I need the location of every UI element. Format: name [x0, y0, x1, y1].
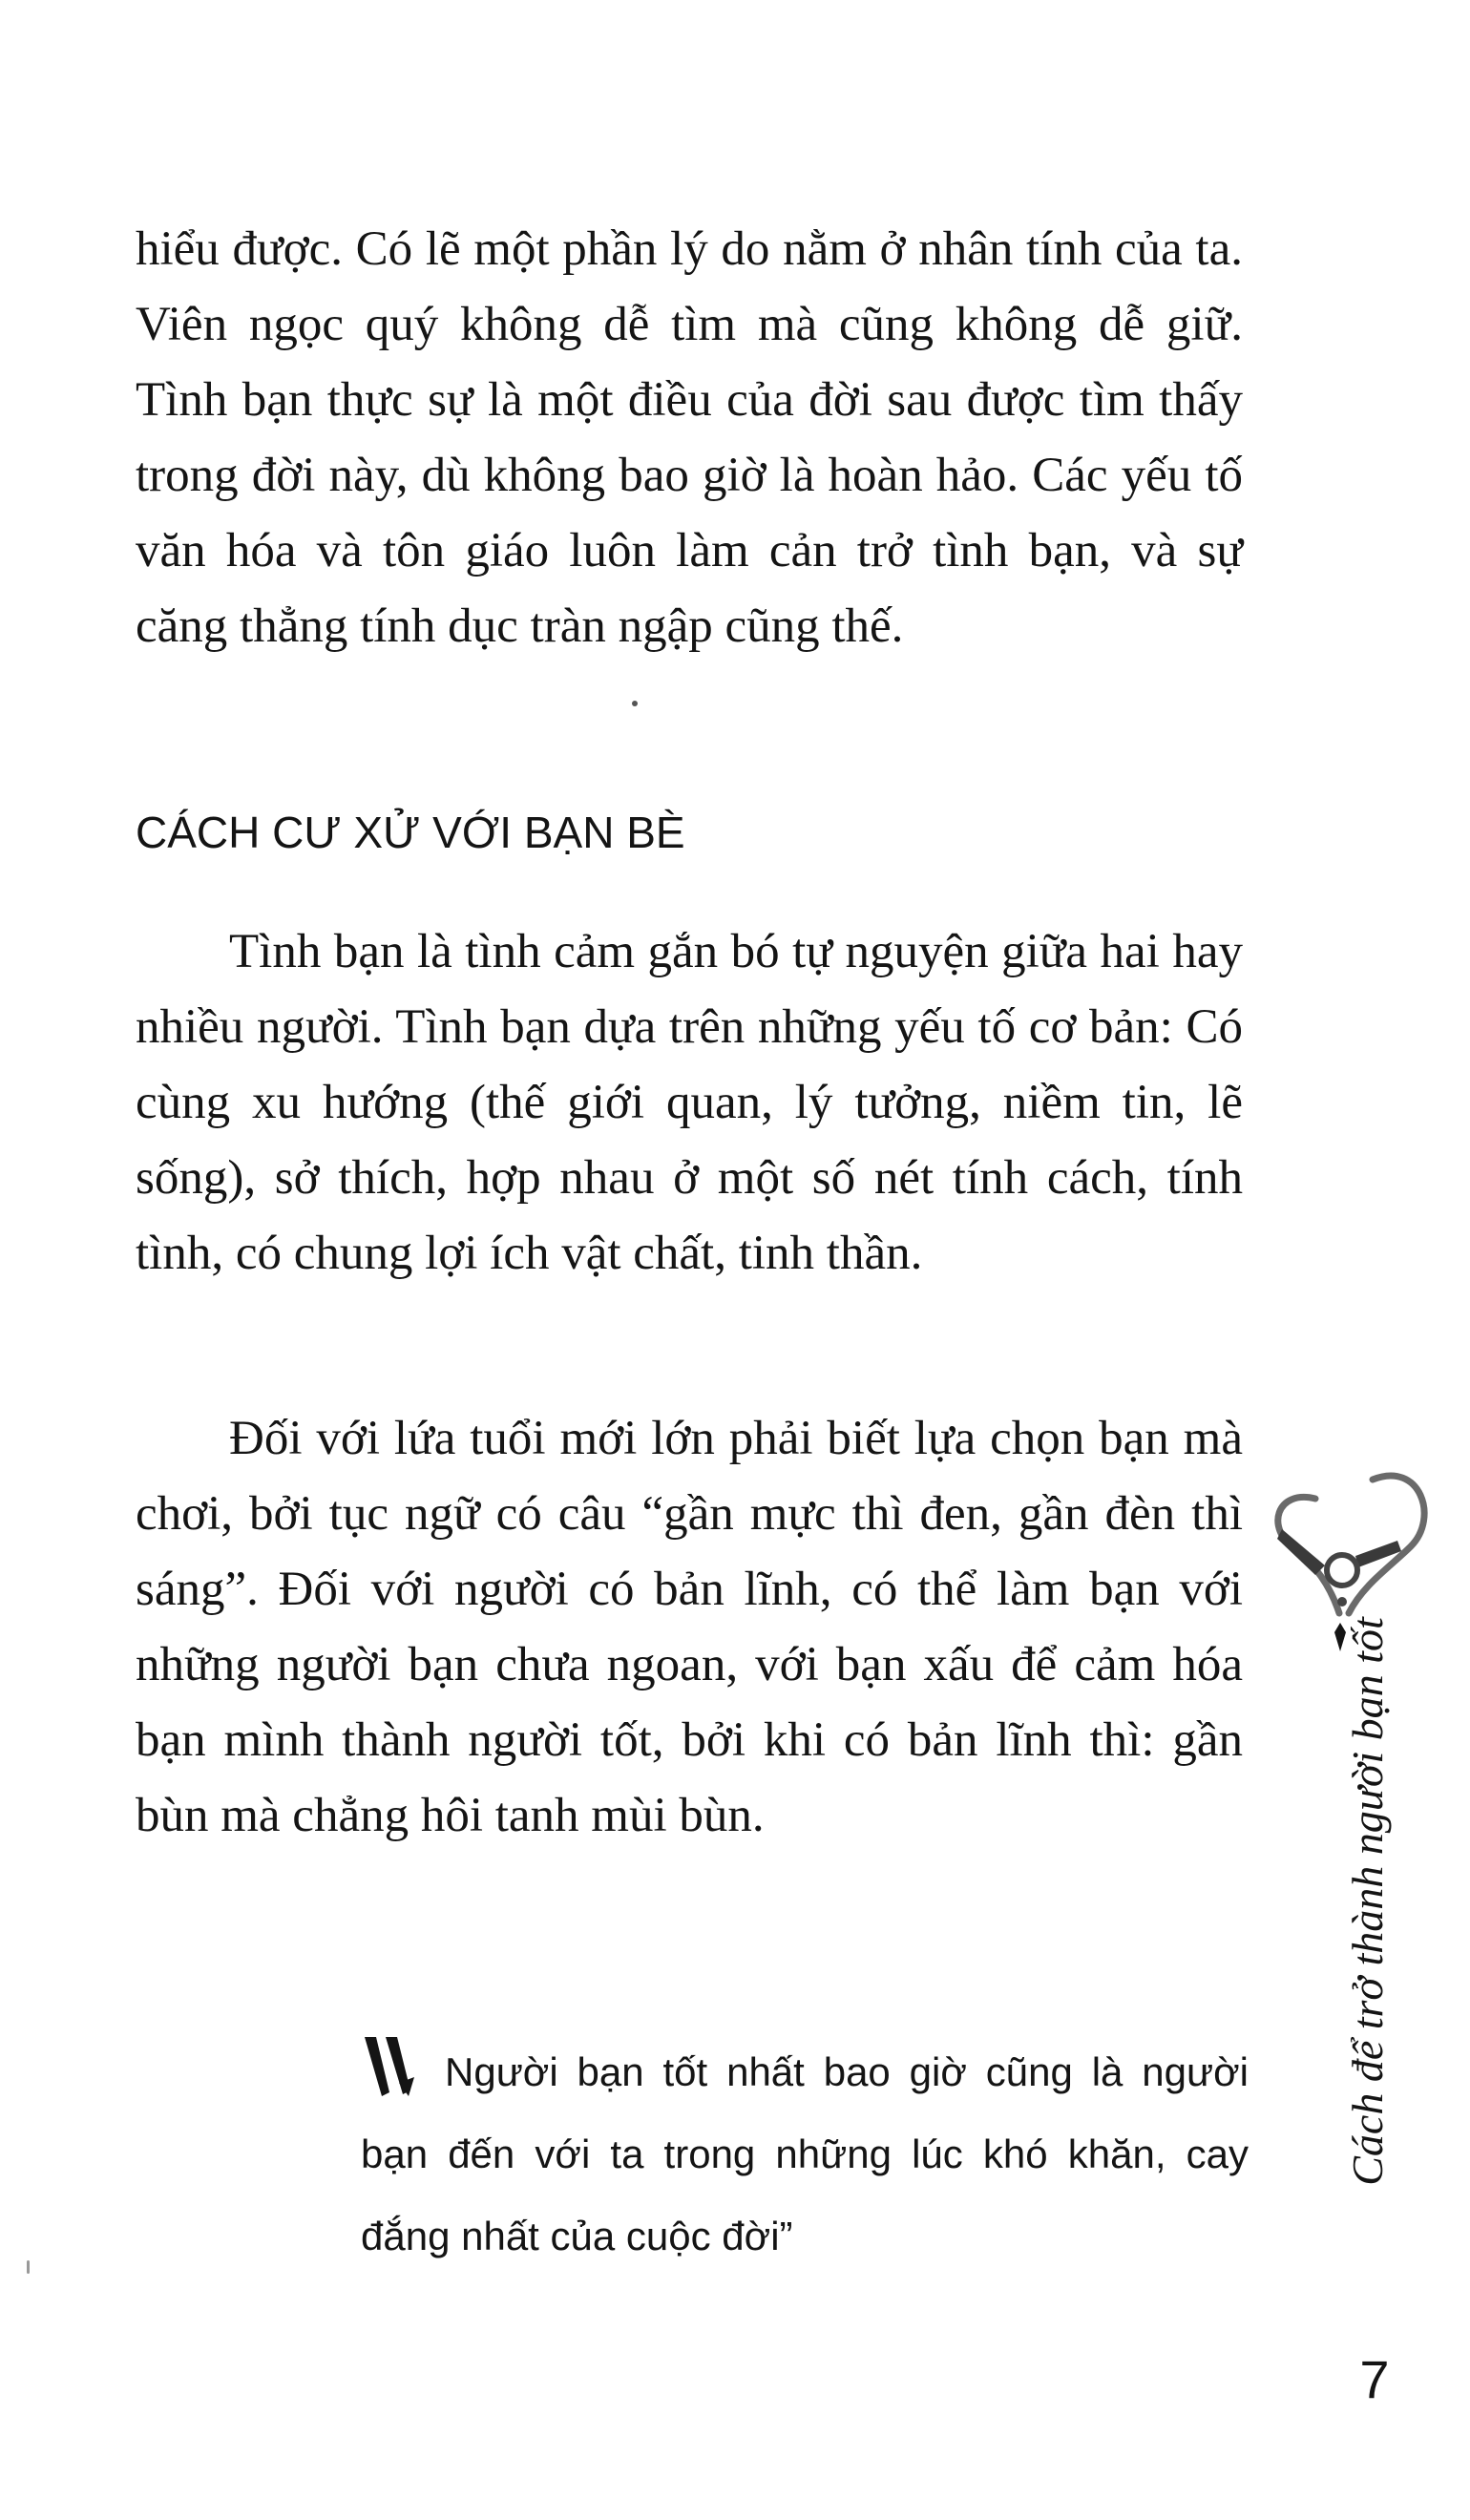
pull-quote: [361, 2031, 1249, 2278]
paragraph-text: hiểu được. Có lẽ một phần lý do nằm ở nhân tính của ta. Viên ngọc quý không dễ tìm mà cũng không dễ giữ. Tình bạn thực sự là một điều của đời sau được tìm thấy trong đời này, dù không bao giờ là hoàn hảo. Các yếu tố văn hóa và tôn giáo luôn làm cản trở tình bạn, và sự căng thẳng tính dục tràn ngập cũng thế.: [136, 222, 1243, 653]
body-paragraph-2: [136, 914, 1243, 1292]
paragraph-text: Đối với lứa tuổi mới lớn phải biết lựa chọn bạn mà chơi, bởi tục ngữ có câu “gần mực thì đen, gần đèn thì sáng”. Đối với người có bản lĩnh, có thể làm bạn với những người bạn chưa ngoan, với bạn xấu để cảm hóa bạn mình thành người tốt, bởi khi có bản lĩnh thì: gần bùn mà chẳng hôi tanh mùi bùn.: [136, 1412, 1243, 1842]
quote-text: Người bạn tốt nhất bao giờ cũng là người bạn đến với ta trong những lúc khó khăn, cay đắng nhất của cuộc đời”: [361, 2049, 1249, 2258]
paragraph-text: Tình bạn là tình cảm gắn bó tự nguyện giữa hai hay nhiều người. Tình bạn dựa trên những yếu tố cơ bản: Có cùng xu hướng (thế giới quan, lý tưởng, niềm tin, lẽ sống), sở thích, hợp nhau ở một số nét tính cách, tính tình, có chung lợi ích vật chất, tinh thần.: [136, 925, 1243, 1280]
page-number: 7: [1359, 2349, 1390, 2409]
running-head: [1325, 1481, 1411, 2321]
quote-mark-icon: [361, 2033, 428, 2100]
section-heading: CÁCH CƯ XỬ VỚI BẠN BÈ: [136, 808, 685, 857]
body-paragraph-3: [136, 1401, 1243, 1854]
body-paragraph-1: [136, 212, 1243, 664]
running-head-text: Cách để trở thành người bạn tốt: [1343, 1617, 1392, 2186]
print-speck: [27, 2260, 30, 2274]
print-speck: [632, 701, 638, 706]
